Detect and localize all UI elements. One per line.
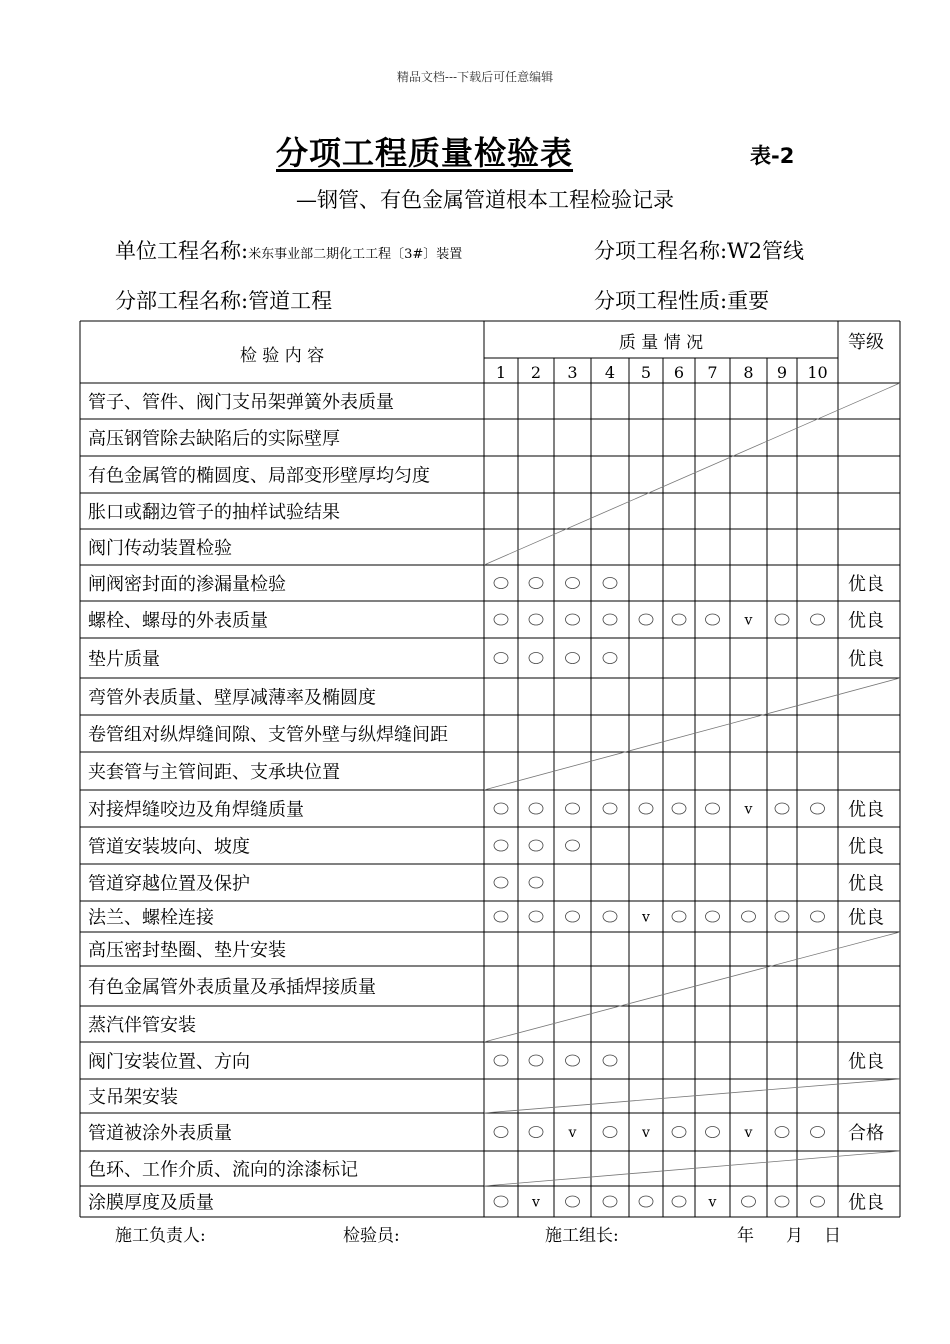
pass-mark xyxy=(603,803,617,814)
pass-mark xyxy=(529,614,543,625)
item-project-label: 分项工程名称: xyxy=(594,239,728,263)
pass-mark xyxy=(672,1196,686,1207)
pass-mark xyxy=(603,1055,617,1066)
item-nature-value: 重要 xyxy=(727,289,770,313)
quality-header: 质 量 情 况 xyxy=(618,333,704,353)
item-label: 管道被涂外表质量 xyxy=(88,1123,232,1144)
pass-mark xyxy=(775,1127,789,1138)
pass-mark xyxy=(672,614,686,625)
pass-mark xyxy=(639,803,653,814)
item-label: 法兰、螺栓连接 xyxy=(88,907,214,929)
pass-mark xyxy=(603,653,617,664)
point-number: 9 xyxy=(776,363,788,382)
pass-mark xyxy=(494,911,508,922)
pass-mark xyxy=(494,803,508,814)
item-label: 夹套管与主管间距、支承块位置 xyxy=(88,762,340,783)
pass-mark xyxy=(566,614,580,625)
pass-mark xyxy=(706,911,720,922)
pass-mark xyxy=(742,1196,756,1207)
point-number: 1 xyxy=(495,363,507,382)
pass-mark xyxy=(639,1196,653,1207)
item-label: 弯管外表质量、壁厚减薄率及椭圆度 xyxy=(88,687,376,709)
inspector-label: 检验员: xyxy=(343,1226,400,1246)
item-label: 卷管组对纵焊缝间隙、支管外壁与纵焊缝间距 xyxy=(88,724,448,746)
pass-mark xyxy=(566,911,580,922)
pass-mark xyxy=(811,614,825,625)
item-label: 支吊架安装 xyxy=(88,1087,178,1108)
item-label: 色环、工作介质、流向的涂漆标记 xyxy=(88,1159,358,1181)
pass-mark xyxy=(775,1196,789,1207)
pass-mark xyxy=(494,877,508,888)
item-label: 阀门安装位置、方向 xyxy=(88,1051,250,1073)
pass-mark xyxy=(811,1127,825,1138)
grade-value: 合格 xyxy=(848,1123,884,1144)
unit-project-label: 单位工程名称: xyxy=(115,239,249,263)
construction-leader-label: 施工负责人: xyxy=(115,1226,206,1246)
point-number: 6 xyxy=(673,363,685,382)
grade-header: 等级 xyxy=(848,332,884,353)
item-label: 有色金属管外表质量及承插焊接质量 xyxy=(88,977,376,998)
pass-mark xyxy=(603,1196,617,1207)
table-number: 表-2 xyxy=(750,144,795,168)
pass-mark xyxy=(566,653,580,664)
pass-mark xyxy=(494,1196,508,1207)
pass-mark xyxy=(566,840,580,851)
point-number: 5 xyxy=(640,363,652,382)
day-label: 日 xyxy=(824,1226,841,1246)
item-project-value: W2管线 xyxy=(727,239,805,263)
item-label: 对接焊缝咬边及角焊缝质量 xyxy=(88,799,304,821)
check-mark: v xyxy=(708,1194,717,1211)
pass-mark xyxy=(706,1127,720,1138)
point-number: 7 xyxy=(707,363,718,382)
pass-mark xyxy=(494,578,508,589)
grade-value: 优良 xyxy=(848,1051,884,1073)
check-mark: v xyxy=(642,1125,650,1141)
month-label: 月 xyxy=(786,1226,803,1246)
pass-mark xyxy=(672,803,686,814)
check-mark: v xyxy=(642,909,650,926)
pass-mark xyxy=(603,614,617,625)
pass-mark xyxy=(811,1196,825,1207)
item-label: 闸阀密封面的渗漏量检验 xyxy=(88,574,286,595)
pass-mark xyxy=(529,840,543,851)
pass-mark xyxy=(706,614,720,625)
check-mark: v xyxy=(744,612,753,629)
pass-mark xyxy=(775,803,789,814)
part-project-label: 分部工程名称: xyxy=(115,289,249,313)
pass-mark xyxy=(494,1127,508,1138)
pass-mark xyxy=(566,578,580,589)
pass-mark xyxy=(603,911,617,922)
grade-value: 优良 xyxy=(848,649,884,670)
pass-mark xyxy=(742,911,756,922)
grade-value: 优良 xyxy=(848,799,884,821)
unit-project-value: 米东事业部二期化工工程〔3#〕装置 xyxy=(248,247,463,262)
item-label: 管道穿越位置及保护 xyxy=(88,873,250,895)
content-header: 检 验 内 容 xyxy=(239,346,325,366)
item-label: 胀口或翻边管子的抽样试验结果 xyxy=(88,502,340,523)
pass-mark xyxy=(529,1127,543,1138)
grade-value: 优良 xyxy=(848,574,884,595)
item-label: 有色金属管的椭圆度、局部变形壁厚均匀度 xyxy=(88,465,430,487)
check-mark: v xyxy=(744,1125,753,1141)
pass-mark xyxy=(603,578,617,589)
pass-mark xyxy=(529,803,543,814)
pass-mark xyxy=(775,911,789,922)
point-number: 4 xyxy=(604,363,616,382)
pass-mark xyxy=(529,1055,543,1066)
pass-mark xyxy=(811,911,825,922)
point-number: 8 xyxy=(743,363,754,382)
item-label: 垫片质量 xyxy=(88,649,160,670)
page-subtitle: —钢管、有色金属管道根本工程检验记录 xyxy=(296,188,674,212)
item-label: 涂膜厚度及质量 xyxy=(88,1192,214,1214)
pass-mark xyxy=(639,614,653,625)
grade-value: 优良 xyxy=(848,1192,884,1214)
item-label: 蒸汽伴管安装 xyxy=(88,1015,196,1036)
pass-mark xyxy=(529,877,543,888)
pass-mark xyxy=(529,911,543,922)
check-mark: v xyxy=(532,1194,540,1211)
pass-mark xyxy=(494,1055,508,1066)
pass-mark xyxy=(603,1127,617,1138)
team-leader-label: 施工组长: xyxy=(545,1226,619,1246)
pass-mark xyxy=(775,614,789,625)
grade-value: 优良 xyxy=(848,836,884,858)
pass-mark xyxy=(494,840,508,851)
pass-mark xyxy=(566,1196,580,1207)
point-number: 10 xyxy=(807,363,828,382)
pass-mark xyxy=(529,653,543,664)
page-title: 分项工程质量检验表 xyxy=(276,134,574,172)
item-label: 阀门传动装置检验 xyxy=(88,538,232,559)
pass-mark xyxy=(672,911,686,922)
header-note: 精品文档---下载后可任意编辑 xyxy=(396,70,554,84)
grade-value: 优良 xyxy=(848,873,884,895)
pass-mark xyxy=(566,803,580,814)
grade-value: 优良 xyxy=(848,610,884,632)
check-mark: v xyxy=(744,801,753,818)
pass-mark xyxy=(811,803,825,814)
part-project-value: 管道工程 xyxy=(248,289,333,313)
item-label: 螺栓、螺母的外表质量 xyxy=(88,610,268,632)
check-mark: v xyxy=(568,1125,577,1141)
year-label: 年 xyxy=(737,1226,754,1246)
pass-mark xyxy=(566,1055,580,1066)
point-number: 3 xyxy=(567,363,578,382)
item-label: 高压钢管除去缺陷后的实际壁厚 xyxy=(88,428,340,450)
item-label: 高压密封垫圈、垫片安装 xyxy=(88,940,286,961)
pass-mark xyxy=(706,803,720,814)
item-label: 管道安装坡向、坡度 xyxy=(88,836,250,858)
grade-value: 优良 xyxy=(848,907,884,929)
item-nature-label: 分项工程性质: xyxy=(594,289,728,313)
pass-mark xyxy=(494,653,508,664)
point-number: 2 xyxy=(530,363,542,382)
item-label: 管子、管件、阀门支吊架弹簧外表质量 xyxy=(88,392,394,413)
pass-mark xyxy=(672,1127,686,1138)
pass-mark xyxy=(494,614,508,625)
pass-mark xyxy=(529,578,543,589)
